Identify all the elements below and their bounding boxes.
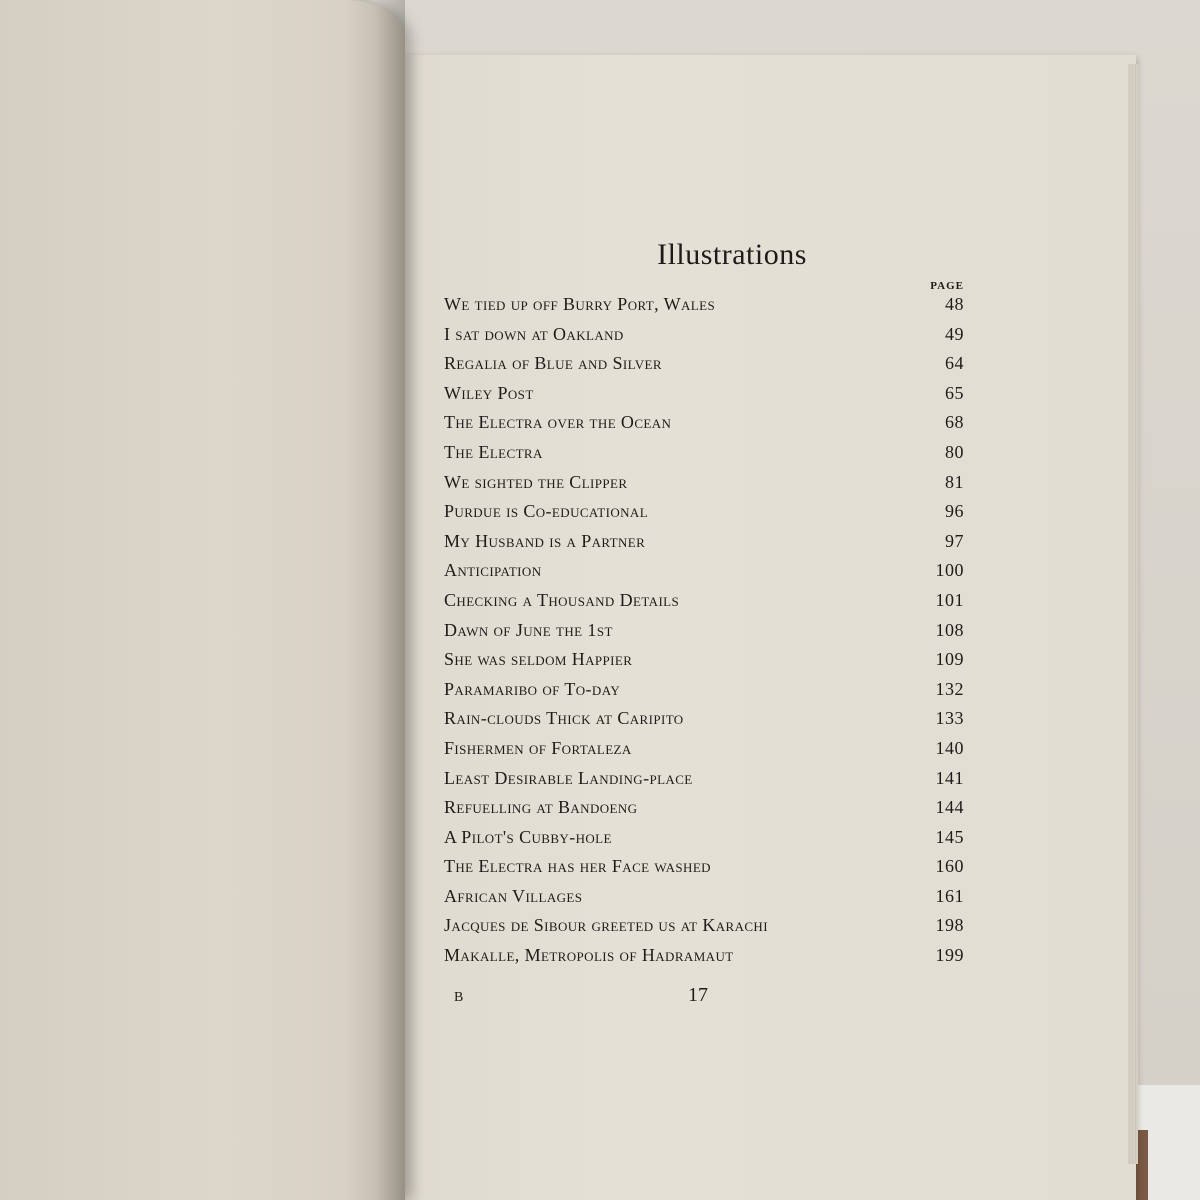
list-item	[444, 886, 964, 916]
list-item	[444, 383, 964, 413]
entry-title: Regalia of Blue and Silver	[444, 353, 662, 374]
entry-title: Paramaribo of To-day	[444, 678, 621, 699]
entry-title: Least Desirable Landing-place	[444, 767, 693, 788]
entry-page: 144	[935, 797, 964, 818]
list-item	[444, 590, 964, 620]
page-stack-edge	[1128, 64, 1138, 1164]
entry-page: 96	[945, 501, 964, 522]
list-item	[444, 620, 964, 650]
entry-page: 101	[935, 589, 964, 610]
list-item	[444, 442, 964, 472]
list-item	[444, 501, 964, 531]
list-item	[444, 738, 964, 768]
page-number: 17	[688, 984, 708, 1006]
entry-page: 80	[945, 441, 964, 462]
entry-title: Fishermen of Fortaleza	[444, 737, 632, 758]
entry-page: 199	[935, 945, 964, 966]
entry-title: Wiley Post	[444, 382, 534, 403]
entry-title: We sighted the Clipper	[444, 471, 628, 492]
entry-title: The Electra has her Face washed	[444, 856, 711, 877]
list-item	[444, 560, 964, 590]
entry-page: 141	[935, 767, 964, 788]
entry-page: 81	[945, 471, 964, 492]
entry-page: 65	[945, 382, 964, 403]
entry-page: 100	[935, 560, 964, 581]
entry-page: 132	[935, 678, 964, 699]
entry-page: 109	[935, 649, 964, 670]
entry-page: 97	[945, 530, 964, 551]
entry-page: 145	[935, 826, 964, 847]
list-item	[444, 768, 964, 798]
entry-page: 49	[945, 323, 964, 344]
entry-page: 108	[935, 619, 964, 640]
entry-title: The Electra	[444, 441, 543, 462]
entry-title: I sat down at Oakland	[444, 323, 624, 344]
entry-page: 160	[935, 856, 964, 877]
list-item	[444, 856, 964, 886]
list-item	[444, 708, 964, 738]
page-footer	[444, 984, 964, 1020]
entry-title: My Husband is a Partner	[444, 530, 646, 551]
list-item	[444, 945, 964, 975]
entry-title: Makalle, Metropolis of Hadramaut	[444, 945, 734, 966]
entry-page: 198	[935, 915, 964, 936]
list-item	[444, 915, 964, 945]
entry-title: Anticipation	[444, 560, 542, 581]
entry-title: Purdue is Co-educational	[444, 501, 649, 522]
entry-title: Rain-clouds Thick at Caripito	[444, 708, 684, 729]
entry-page: 161	[935, 885, 964, 906]
entry-title: The Electra over the Ocean	[444, 412, 672, 433]
list-item	[444, 353, 964, 383]
list-item	[444, 412, 964, 442]
list-item	[444, 294, 964, 324]
list-item	[444, 797, 964, 827]
list-item	[444, 649, 964, 679]
entry-title: Dawn of June the 1st	[444, 619, 613, 640]
illustrations-list	[444, 238, 964, 975]
list-item	[444, 324, 964, 354]
page-heading: Illustrations	[657, 238, 807, 271]
entry-page: 68	[945, 412, 964, 433]
entry-page: 133	[935, 708, 964, 729]
list-item	[444, 679, 964, 709]
entry-title: A Pilot's Cubby-hole	[444, 826, 612, 847]
entry-title: African Villages	[444, 885, 583, 906]
entry-page: 140	[935, 737, 964, 758]
list-item	[444, 472, 964, 502]
entry-title: Refuelling at Bandoeng	[444, 797, 638, 818]
entry-title: She was seldom Happier	[444, 649, 633, 670]
entry-title: We tied up off Burry Port, Wales	[444, 294, 716, 314]
entry-page: 64	[945, 353, 964, 374]
page-column-label: PAGE	[930, 280, 964, 292]
entry-page: 48	[945, 294, 964, 314]
list-item	[444, 531, 964, 561]
entry-title: Jacques de Sibour greeted us at Karachi	[444, 915, 768, 936]
left-page	[0, 0, 405, 1200]
signature-mark: B	[454, 990, 464, 1005]
list-item	[444, 827, 964, 857]
entry-title: Checking a Thousand Details	[444, 589, 680, 610]
